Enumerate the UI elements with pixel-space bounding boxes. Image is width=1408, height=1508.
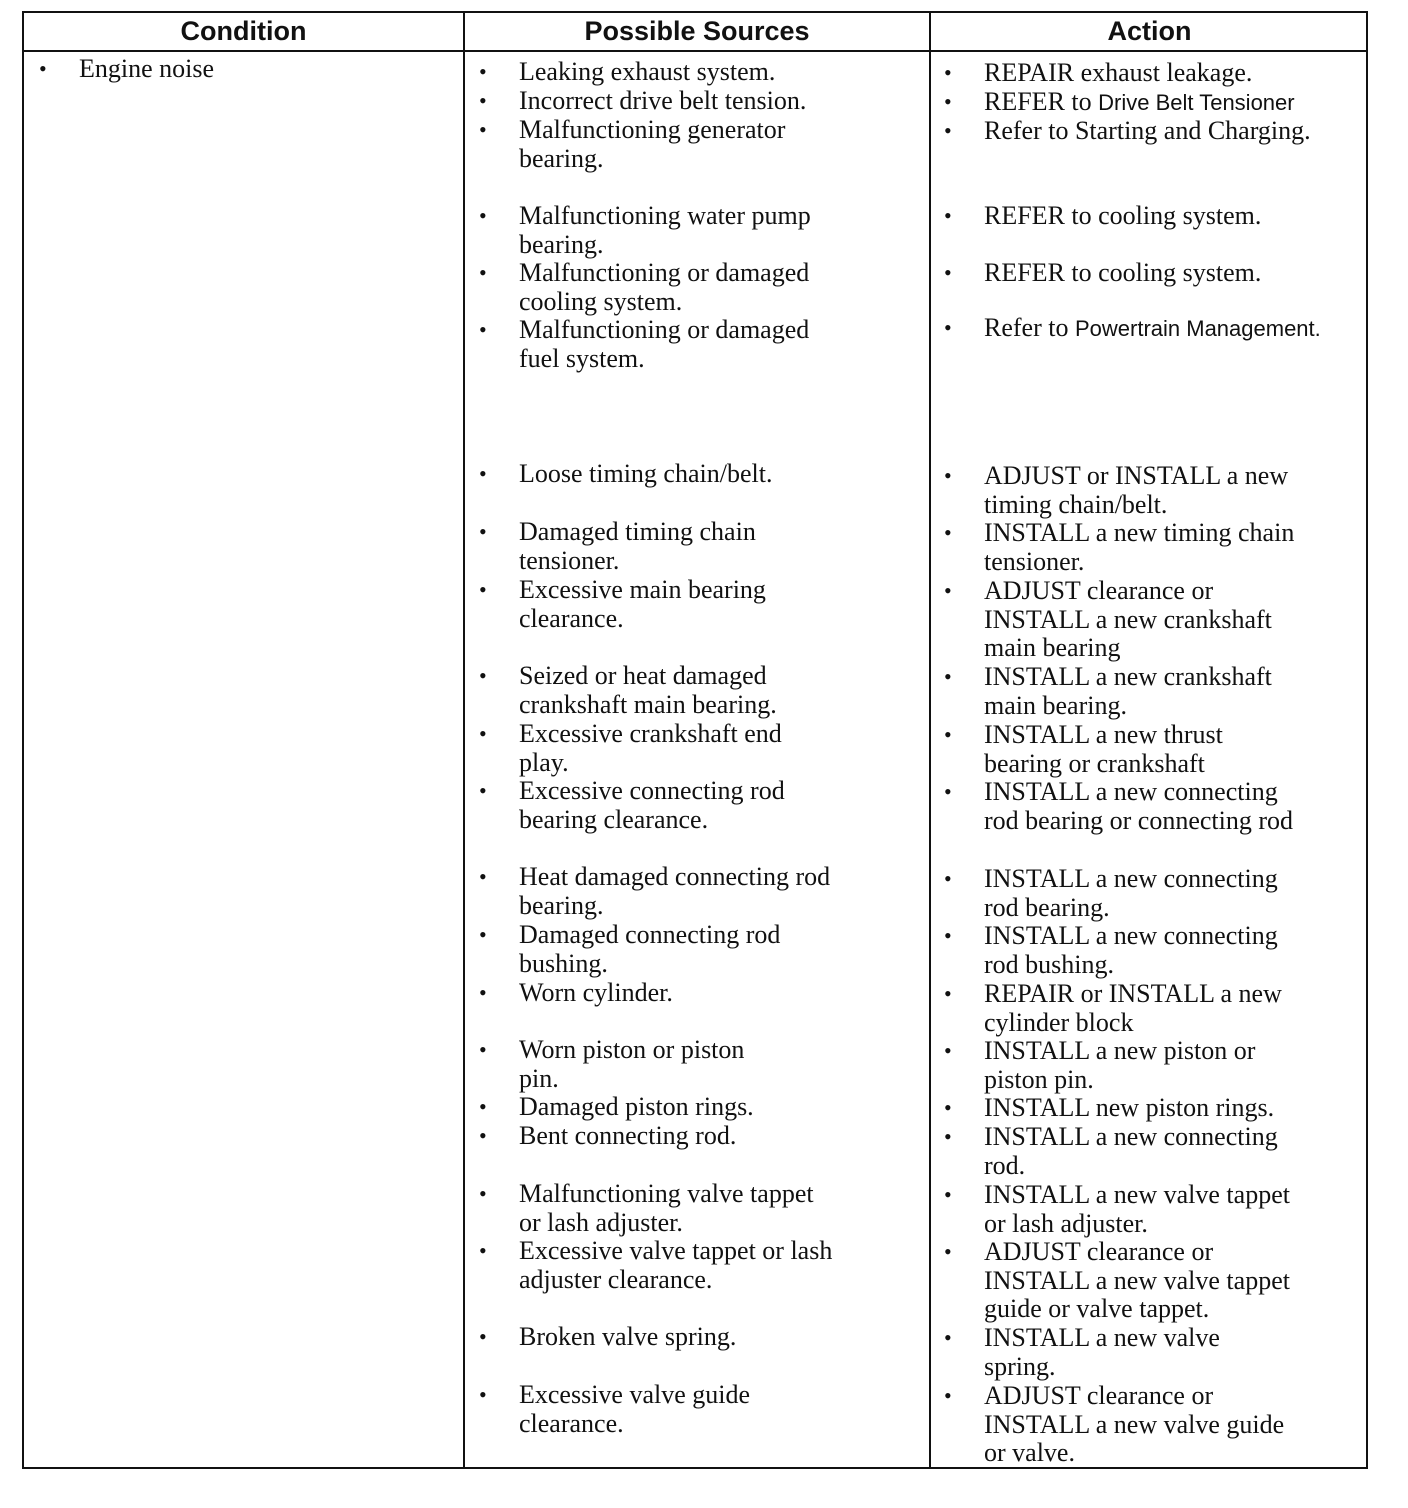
action-text: INSTALL a new valve spring.	[984, 1323, 1220, 1381]
source-text: Excessive main bearing clearance.	[519, 575, 766, 633]
bullet-icon: •	[479, 117, 487, 142]
bullet-icon: •	[479, 317, 487, 342]
bullet-icon: •	[944, 520, 952, 545]
bullet-icon: •	[944, 866, 952, 891]
action-text: INSTALL new piston rings.	[984, 1093, 1275, 1122]
bullet-icon: •	[479, 461, 487, 486]
source-text: Excessive valve tappet or lash adjuster clearance.	[519, 1236, 833, 1294]
source-text: Worn cylinder.	[519, 978, 673, 1007]
bullet-icon: •	[944, 923, 952, 948]
action-text: INSTALL a new thrust bearing or crankshaft	[984, 720, 1223, 778]
bullet-icon: •	[479, 663, 487, 688]
source-text: Excessive connecting rod bearing clearance.	[519, 776, 785, 834]
source-text: Worn piston or piston pin.	[519, 1035, 745, 1093]
bullet-icon: •	[944, 1239, 952, 1264]
bullet-icon: •	[944, 779, 952, 804]
source-text: Heat damaged connecting rod bearing.	[519, 862, 831, 920]
header-condition: Condition	[180, 16, 307, 46]
action-text: ADJUST clearance or INSTALL a new valve tappet guide or valve tappet.	[984, 1237, 1290, 1323]
bullet-icon: •	[944, 664, 952, 689]
action-text: INSTALL a new connecting rod bearing.	[984, 864, 1278, 922]
bullet-icon: •	[479, 260, 487, 285]
action-reference: Powertrain Management.	[1074, 316, 1321, 341]
bullet-icon: •	[944, 315, 952, 340]
bullet-icon: •	[944, 722, 952, 747]
bullet-icon: •	[479, 721, 487, 746]
bullet-icon: •	[479, 577, 487, 602]
action-text-part: Refer to	[984, 313, 1075, 342]
action-text-part: REFER to	[984, 87, 1099, 116]
action-text: INSTALL a new crankshaft main bearing.	[984, 662, 1272, 720]
source-text: Bent connecting rod.	[519, 1121, 737, 1150]
action-text: Refer to Starting and Charging.	[984, 116, 1311, 145]
bullet-icon: •	[944, 1095, 952, 1120]
bullet-icon: •	[479, 1123, 487, 1148]
source-text: Malfunctioning or damaged cooling system.	[519, 258, 810, 316]
action-text: INSTALL a new connecting rod bushing.	[984, 921, 1278, 979]
action-text: REFER to cooling system.	[984, 258, 1262, 287]
bullet-icon: •	[944, 463, 952, 488]
bullet-icon: •	[479, 59, 487, 84]
bullet-icon: •	[944, 118, 952, 143]
bullet-icon: •	[479, 1382, 487, 1407]
action-text	[984, 314, 1364, 344]
bullet-icon: •	[944, 1383, 952, 1408]
bullet-icon: •	[479, 1238, 487, 1263]
action-reference: Drive Belt Tensioner	[1098, 90, 1295, 115]
bullet-icon: •	[479, 1324, 487, 1349]
source-text: Damaged connecting rod bushing.	[519, 920, 781, 978]
bullet-icon: •	[944, 1038, 952, 1063]
source-text: Excessive crankshaft end play.	[519, 719, 782, 777]
bullet-icon: •	[479, 922, 487, 947]
source-text: Leaking exhaust system.	[519, 57, 776, 86]
header-possible-sources: Possible Sources	[584, 16, 810, 46]
bullet-icon: •	[944, 203, 952, 228]
action-text	[984, 88, 1364, 118]
action-text: INSTALL a new timing chain tensioner.	[984, 518, 1295, 576]
source-text: Damaged timing chain tensioner.	[519, 517, 756, 575]
bullet-icon: •	[479, 1181, 487, 1206]
bullet-icon: •	[944, 981, 952, 1006]
action-text: ADJUST clearance or INSTALL a new crankshaft main bearing	[984, 576, 1272, 662]
source-text: Malfunctioning valve tappet or lash adjuster.	[519, 1179, 814, 1237]
bullet-icon: •	[479, 1094, 487, 1119]
bullet-icon: •	[944, 60, 952, 85]
bullet-icon: •	[944, 1182, 952, 1207]
source-text: Malfunctioning generator bearing.	[519, 115, 786, 173]
bullet-icon: •	[479, 519, 487, 544]
bullet-icon: •	[479, 864, 487, 889]
column-divider	[929, 13, 931, 1467]
action-text: ADJUST or INSTALL a new timing chain/belt.	[984, 461, 1289, 519]
source-text: Loose timing chain/belt.	[519, 459, 773, 488]
source-text: Seized or heat damaged crankshaft main bearing.	[519, 661, 777, 719]
source-text: Malfunctioning water pump bearing.	[519, 201, 811, 259]
condition-text: Engine noise	[79, 54, 215, 83]
action-text: INSTALL a new connecting rod.	[984, 1122, 1278, 1180]
source-text: Excessive valve guide clearance.	[519, 1380, 751, 1438]
bullet-icon: •	[39, 56, 47, 81]
bullet-icon: •	[479, 203, 487, 228]
bullet-icon: •	[479, 778, 487, 803]
action-text: INSTALL a new valve tappet or lash adjuster.	[984, 1180, 1290, 1238]
action-text: REPAIR or INSTALL a new cylinder block	[984, 979, 1282, 1037]
bullet-icon: •	[479, 88, 487, 113]
bullet-icon: •	[944, 578, 952, 603]
bullet-icon: •	[944, 260, 952, 285]
action-text: REFER to cooling system.	[984, 201, 1262, 230]
header-action: Action	[1107, 16, 1192, 46]
source-text: Malfunctioning or damaged fuel system.	[519, 315, 810, 373]
source-text: Incorrect drive belt tension.	[519, 86, 807, 115]
bullet-icon: •	[944, 89, 952, 114]
column-divider	[463, 13, 465, 1467]
source-text: Broken valve spring.	[519, 1322, 737, 1351]
bullet-icon: •	[944, 1124, 952, 1149]
action-text: INSTALL a new connecting rod bearing or connecting rod	[984, 777, 1294, 835]
bullet-icon: •	[944, 1325, 952, 1350]
header-divider	[24, 50, 1366, 52]
action-text: INSTALL a new piston or piston pin.	[984, 1036, 1256, 1094]
bullet-icon: •	[479, 1037, 487, 1062]
action-text: REPAIR exhaust leakage.	[984, 58, 1253, 87]
source-text: Damaged piston rings.	[519, 1092, 754, 1121]
diagnosis-table	[22, 11, 1368, 1469]
action-text: ADJUST clearance or INSTALL a new valve guide or valve.	[984, 1381, 1285, 1467]
bullet-icon: •	[479, 980, 487, 1005]
